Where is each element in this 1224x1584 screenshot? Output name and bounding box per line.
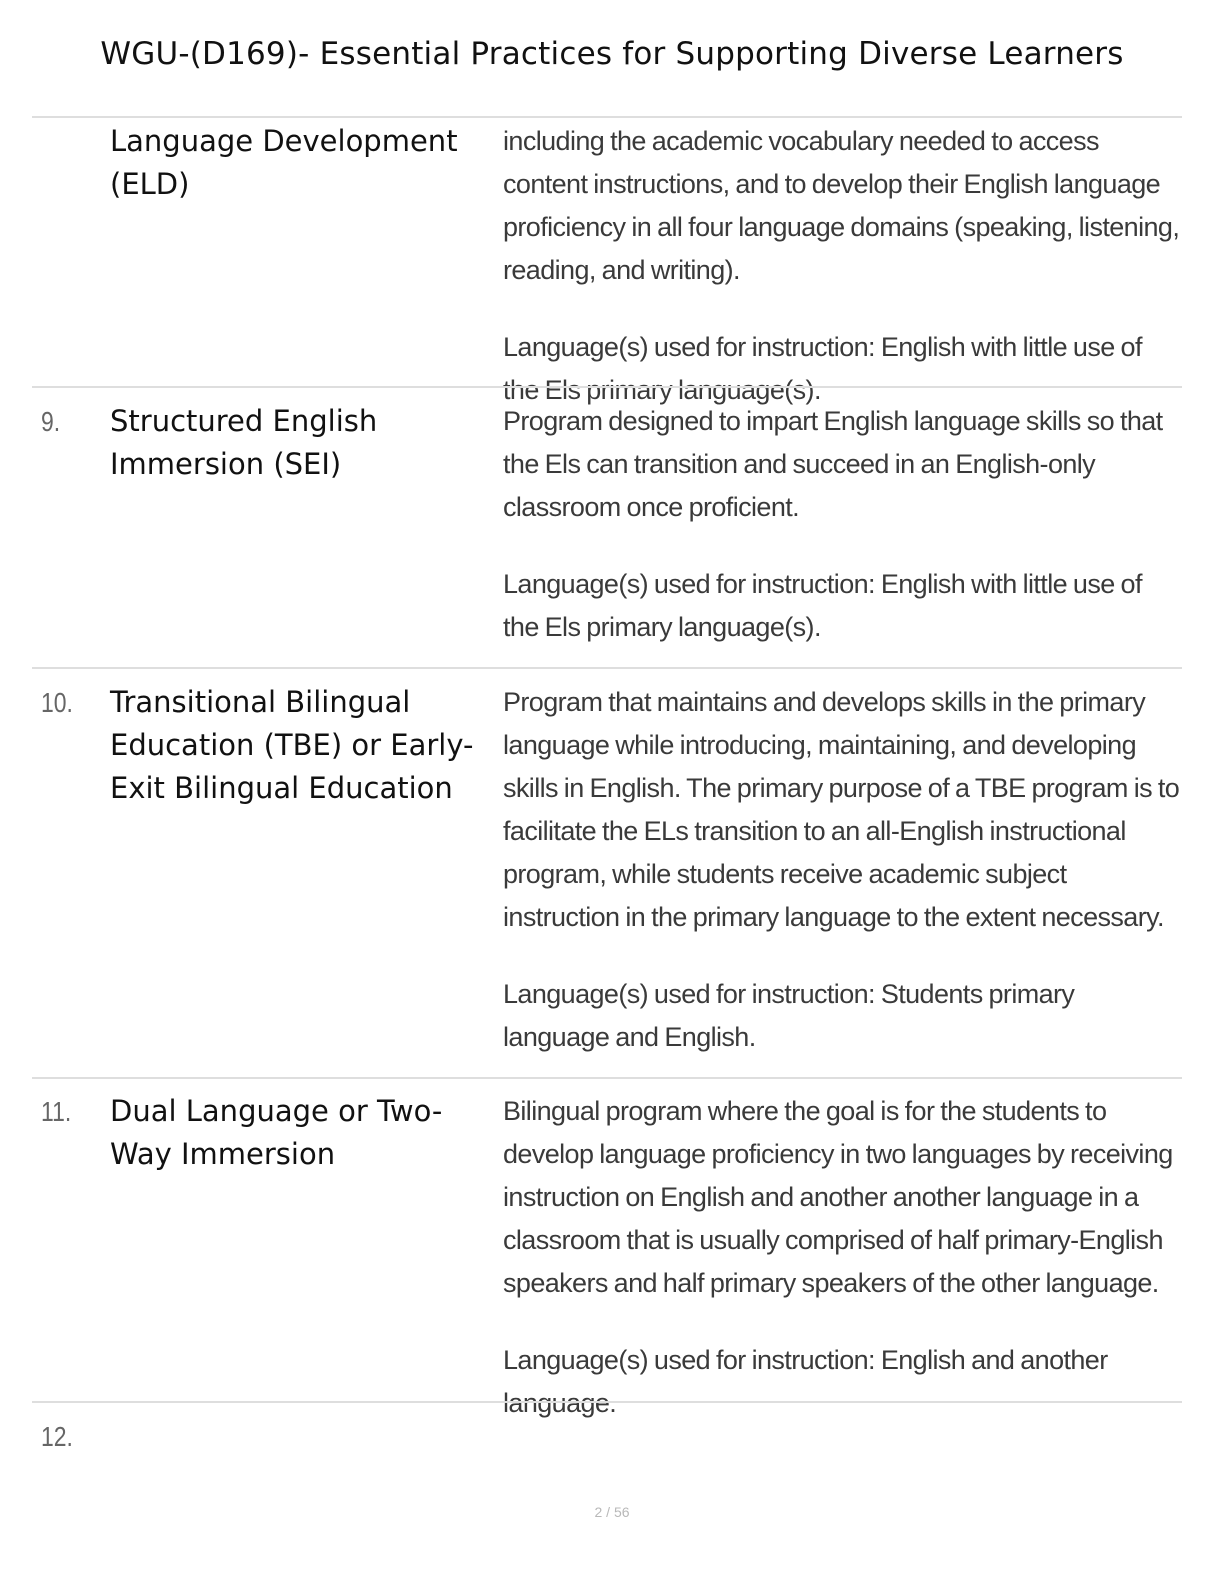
table-divider xyxy=(32,667,1182,669)
table-divider xyxy=(32,386,1182,388)
row-number: 10. xyxy=(41,687,73,718)
table-divider xyxy=(32,116,1182,118)
row-language-note: Language(s) used for instruction: Students primary language and English. xyxy=(503,979,1075,1052)
row-number: 9. xyxy=(41,406,61,437)
row-number: 12. xyxy=(41,1421,73,1452)
page-title: WGU-(D169)- Essential Practices for Supporting Diverse Learners xyxy=(100,36,1124,72)
table-divider xyxy=(32,1401,1182,1403)
row-term: Transitional Bilingual Education (TBE) or Early-Exit Bilingual Education xyxy=(110,685,474,805)
row-definition xyxy=(503,1090,1183,1425)
row-description: Program that maintains and develops skills in the primary language while introducing, maintaining, and developing skills in English. The primary purpose of a TBE program is to facilitate the ELs transition to an all-English instructional program, while students receive academic subject instruction in the primary language to the extent necessary. xyxy=(503,687,1180,932)
page-number: 2 / 56 xyxy=(594,1504,630,1520)
row-term: Dual Language or Two-Way Immersion xyxy=(110,1094,443,1171)
row-language-note: Language(s) used for instruction: English with little use of the Els primary language(s). xyxy=(503,332,1142,405)
row-description: Program designed to impart English language skills so that the Els can transition and succeed in an English-only classroom once proficient. xyxy=(503,406,1163,522)
row-definition xyxy=(503,120,1183,412)
row-definition xyxy=(503,400,1183,649)
row-language-note: Language(s) used for instruction: English and another language. xyxy=(503,1345,1108,1418)
row-term: Structured English Immersion (SEI) xyxy=(110,404,378,481)
row-number: 11. xyxy=(41,1096,72,1127)
row-term: Language Development (ELD) xyxy=(110,124,458,201)
row-description: including the academic vocabulary needed to access content instructions, and to develop their English language proficiency in all four language domains (speaking, listening, reading, and writing). xyxy=(503,126,1180,285)
row-language-note: Language(s) used for instruction: English with little use of the Els primary language(s). xyxy=(503,569,1142,642)
row-definition xyxy=(503,681,1183,1059)
row-description: Bilingual program where the goal is for the students to develop language proficiency in two languages by receiving instruction on English and another another language in a classroom that is usually comprised of half primary-English speakers and half primary speakers of the other language. xyxy=(503,1096,1173,1298)
table-divider xyxy=(32,1077,1182,1079)
